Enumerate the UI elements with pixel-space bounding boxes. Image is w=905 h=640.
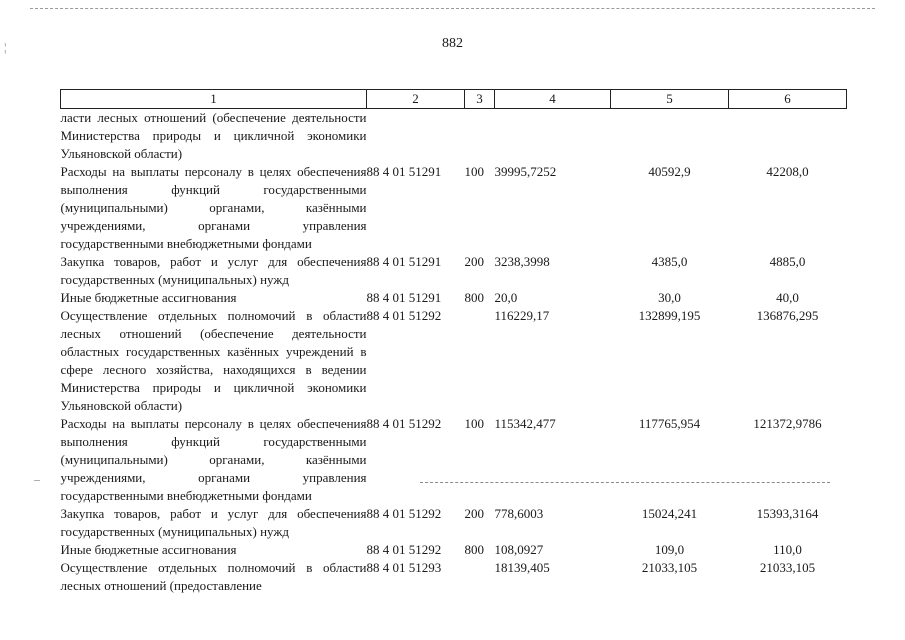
- row-value-col5: 4385,0: [651, 254, 688, 269]
- row-value-col5: 109,0: [654, 542, 685, 557]
- row-code: 88 4 01 51293: [366, 560, 442, 575]
- row-code: 88 4 01 51292: [366, 506, 442, 521]
- row-description: Осуществление отдельных полномочий в области лесных отношений (предоставление: [60, 560, 367, 593]
- row-description: ласти лесных отношений (обеспечение деятельности Министерства природы и цикличной экономики Ульяновской области): [60, 110, 367, 161]
- row-code: 88 4 01 51292: [366, 308, 442, 323]
- row-description: Осуществление отдельных полномочий в области лесных отношений (обеспечение деятельности областных государственных казённых учреждений в сфере лесного хозяйства, находящихся в ведении Министерства природы и цикличной экономики Ульяновской области): [60, 308, 367, 413]
- row-expense-type: 800: [464, 290, 484, 305]
- row-expense-type: 100: [464, 164, 484, 179]
- row-expense-type: 200: [464, 506, 484, 521]
- table-row: [61, 415, 847, 505]
- row-value-col4: 18139,405: [494, 560, 550, 575]
- row-value-col5: 15024,241: [641, 506, 698, 521]
- row-value-col5: 117765,954: [638, 416, 701, 431]
- row-value-col4: 778,6003: [494, 506, 544, 521]
- row-code: 88 4 01 51291: [366, 254, 442, 269]
- table-row: [61, 559, 847, 595]
- table-row: [61, 163, 847, 253]
- row-value-col6: 21033,105: [759, 560, 816, 575]
- row-expense-type: [465, 109, 495, 164]
- row-value-col4: 20,0: [494, 290, 518, 305]
- row-value-col4: 108,0927: [494, 542, 544, 557]
- row-value-col4: [495, 109, 611, 164]
- column-header-row: [61, 90, 847, 109]
- row-value-col6: 42208,0: [766, 164, 809, 179]
- table-row: [61, 109, 847, 164]
- column-header: 3: [465, 90, 495, 109]
- page-number: 882: [442, 36, 463, 51]
- table-row: [61, 541, 847, 559]
- table-row: [61, 253, 847, 289]
- row-expense-type: 100: [464, 416, 484, 431]
- row-expense-type: [465, 559, 495, 595]
- row-code: [367, 109, 465, 164]
- row-description: Иные бюджетные ассигнования: [60, 290, 237, 305]
- page-top-edge: [30, 8, 875, 9]
- row-code: 88 4 01 51291: [366, 290, 442, 305]
- row-description: Закупка товаров, работ и услуг для обеспечения государственных (муниципальных) нужд: [60, 254, 367, 287]
- row-value-col4: 116229,17: [494, 308, 550, 323]
- row-value-col4: 39995,7252: [494, 164, 557, 179]
- column-header: 5: [611, 90, 729, 109]
- row-expense-type: 800: [464, 542, 484, 557]
- column-header: 2: [367, 90, 465, 109]
- row-code: 88 4 01 51291: [366, 164, 442, 179]
- table-row: [61, 307, 847, 415]
- row-value-col5: 21033,105: [641, 560, 698, 575]
- row-value-col5: [611, 109, 729, 164]
- row-value-col5: 132899,195: [638, 308, 701, 323]
- column-header: 4: [495, 90, 611, 109]
- row-value-col4: 115342,477: [494, 416, 556, 431]
- row-value-col6: 15393,3164: [756, 506, 819, 521]
- column-header: 6: [729, 90, 847, 109]
- row-description: Закупка товаров, работ и услуг для обеспечения государственных (муниципальных) нужд: [60, 506, 367, 539]
- table-row: [61, 289, 847, 307]
- column-header: 1: [61, 90, 367, 109]
- row-value-col6: 40,0: [776, 290, 799, 305]
- row-value-col6: 136876,295: [756, 308, 819, 323]
- row-value-col6: 121372,9786: [753, 416, 822, 431]
- row-description: Расходы на выплаты персоналу в целях обеспечения выполнения функций государственными (муниципальными) органами, казёнными учреждениями, органами управления государственными внебюджетными фондами: [60, 416, 367, 503]
- row-value-col6: 110,0: [773, 542, 802, 557]
- scan-artifact: ¦: [4, 40, 7, 54]
- row-expense-type: [465, 307, 495, 415]
- row-value-col5: 40592,9: [648, 164, 691, 179]
- row-code: 88 4 01 51292: [366, 416, 442, 431]
- row-expense-type: 200: [464, 254, 484, 269]
- row-description: Расходы на выплаты персоналу в целях обеспечения выполнения функций государственными (муниципальными) органами, казёнными учреждениями, органами управления государственными внебюджетными фондами: [60, 164, 367, 251]
- row-value-col6: [729, 109, 847, 164]
- row-value-col4: 3238,3998: [494, 254, 550, 269]
- row-code: 88 4 01 51292: [366, 542, 442, 557]
- scan-artifact: –: [34, 472, 40, 486]
- row-value-col5: 30,0: [658, 290, 681, 305]
- row-value-col6: 4885,0: [769, 254, 806, 269]
- budget-table: [60, 89, 847, 595]
- table-row: [61, 505, 847, 541]
- row-description: Иные бюджетные ассигнования: [60, 542, 237, 557]
